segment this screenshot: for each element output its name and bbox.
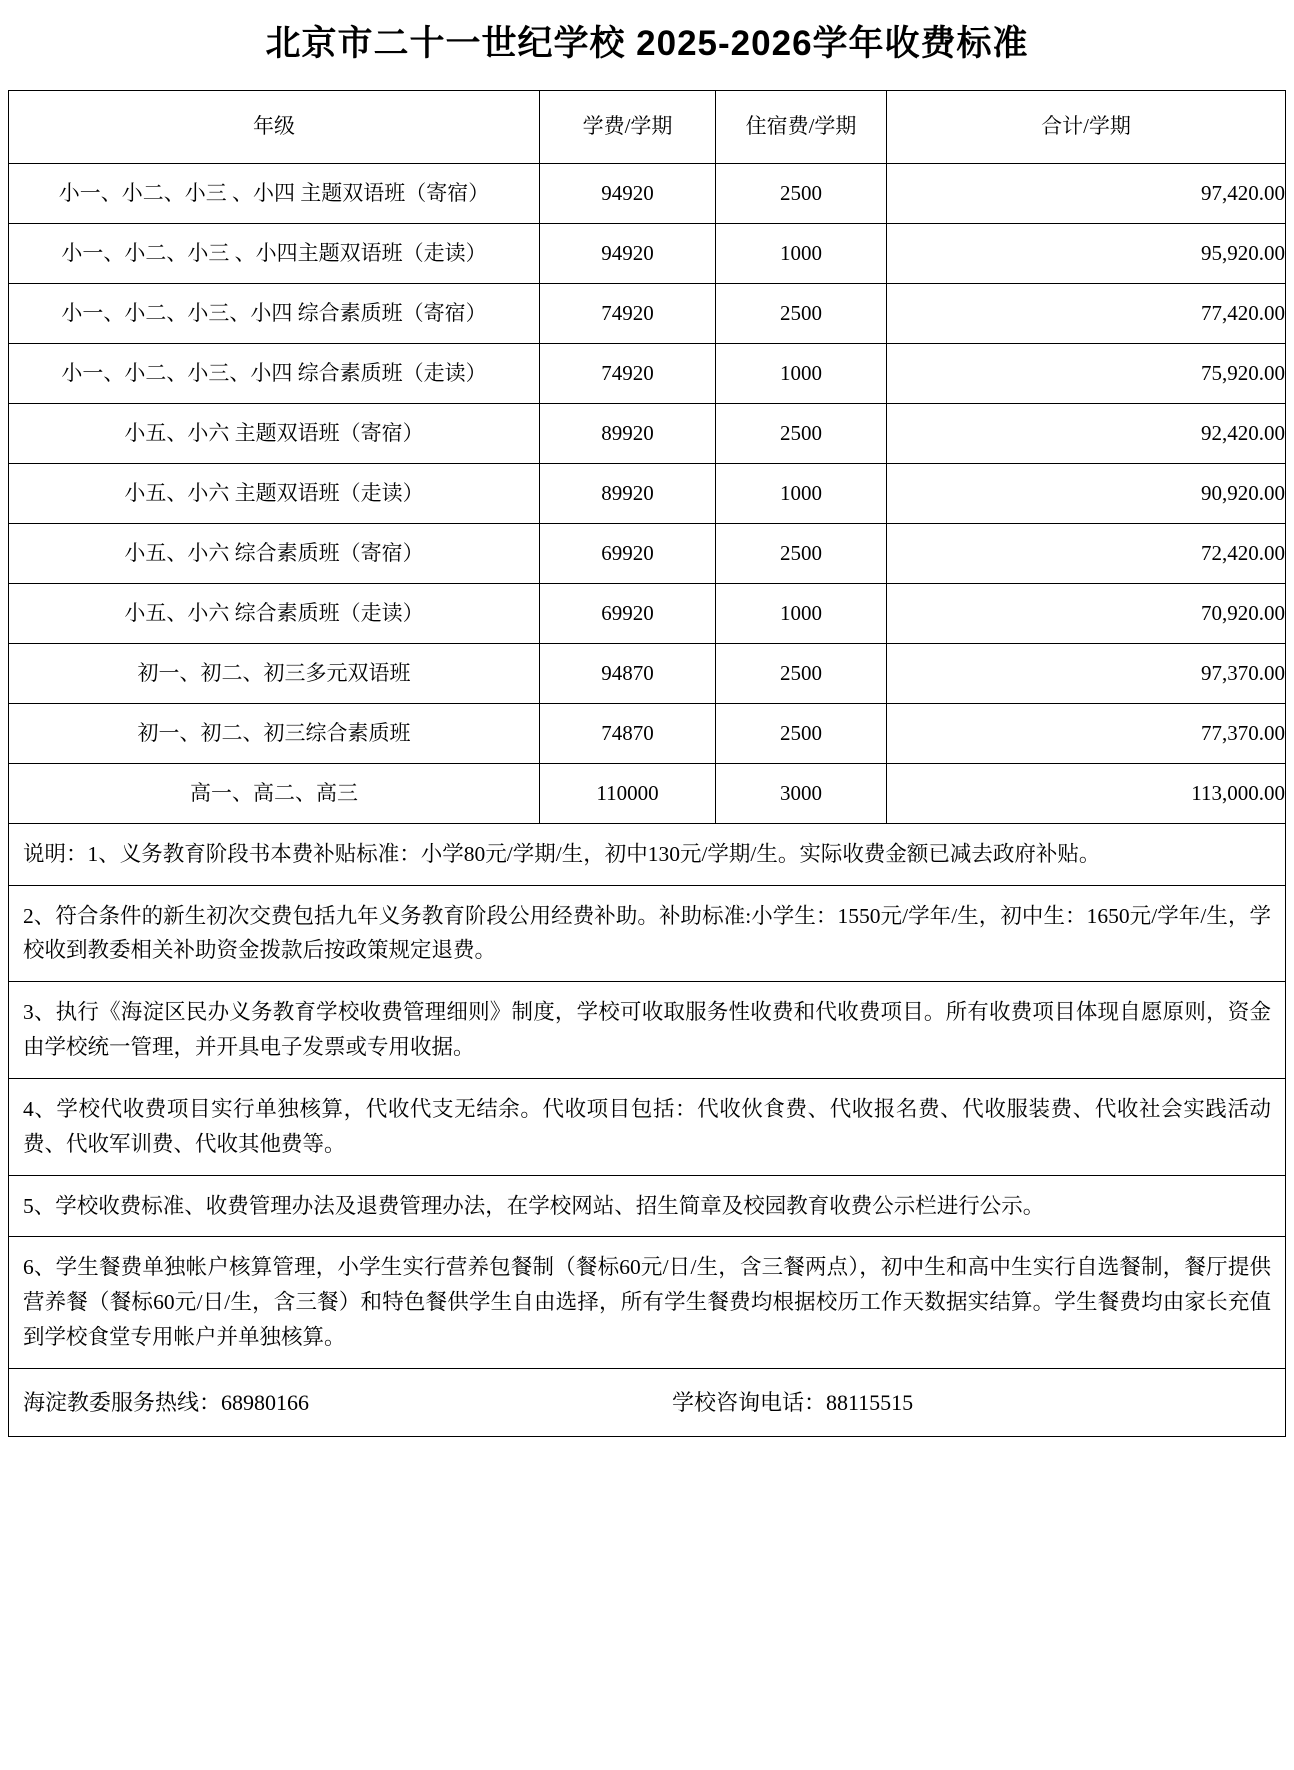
table-row xyxy=(9,583,1286,643)
table-row xyxy=(9,163,1286,223)
cell-tuition: 69920 xyxy=(540,523,716,583)
cell-boarding: 1000 xyxy=(716,343,887,403)
table-row xyxy=(9,463,1286,523)
cell-tuition: 69920 xyxy=(540,583,716,643)
table-row xyxy=(9,283,1286,343)
cell-grade: 小一、小二、小三、小四 综合素质班（寄宿） xyxy=(9,283,540,343)
cell-boarding: 2500 xyxy=(716,283,887,343)
column-header-total: 合计/学期 xyxy=(887,90,1286,163)
cell-boarding: 2500 xyxy=(716,703,887,763)
cell-boarding: 1000 xyxy=(716,583,887,643)
notes-table xyxy=(8,824,1286,1438)
cell-total: 92,420.00 xyxy=(887,403,1286,463)
note-row xyxy=(9,885,1286,982)
table-row xyxy=(9,703,1286,763)
note-item: 3、执行《海淀区民办义务教育学校收费管理细则》制度，学校可收取服务性收费和代收费项目。所有收费项目体现自愿原则，资金由学校统一管理，并开具电子发票或专用收据。 xyxy=(9,982,1286,1079)
cell-total: 95,920.00 xyxy=(887,223,1286,283)
cell-grade: 小一、小二、小三 、小四 主题双语班（寄宿） xyxy=(9,163,540,223)
cell-tuition: 94920 xyxy=(540,223,716,283)
note-item: 6、学生餐费单独帐户核算管理，小学生实行营养包餐制（餐标60元/日/生，含三餐两点），初中生和高中生实行自选餐制，餐厅提供营养餐（餐标60元/日/生，含三餐）和特色餐供学生自由选择，所有学生餐费均根据校历工作天数据实结算。学生餐费均由家长充值到学校食堂专用帐户并单独核算。 xyxy=(9,1237,1286,1368)
table-row xyxy=(9,343,1286,403)
cell-grade: 初一、初二、初三多元双语班 xyxy=(9,643,540,703)
table-row xyxy=(9,643,1286,703)
cell-total: 97,370.00 xyxy=(887,643,1286,703)
cell-boarding: 2500 xyxy=(716,523,887,583)
cell-grade: 高一、高二、高三 xyxy=(9,763,540,823)
cell-total: 77,370.00 xyxy=(887,703,1286,763)
school-phone: 学校咨询电话：88115515 xyxy=(671,1389,914,1415)
table-header-row xyxy=(9,90,1286,163)
cell-boarding: 3000 xyxy=(716,763,887,823)
cell-grade: 小一、小二、小三 、小四主题双语班（走读） xyxy=(9,223,540,283)
cell-total: 90,920.00 xyxy=(887,463,1286,523)
note-item: 5、学校收费标准、收费管理办法及退费管理办法，在学校网站、招生简章及校园教育收费公示栏进行公示。 xyxy=(9,1175,1286,1237)
cell-total: 75,920.00 xyxy=(887,343,1286,403)
column-header-boarding: 住宿费/学期 xyxy=(716,90,887,163)
cell-boarding: 2500 xyxy=(716,163,887,223)
cell-boarding: 2500 xyxy=(716,403,887,463)
cell-total: 113,000.00 xyxy=(887,763,1286,823)
fee-table xyxy=(8,90,1286,824)
note-row xyxy=(9,1237,1286,1368)
cell-tuition: 74870 xyxy=(540,703,716,763)
cell-grade: 小五、小六 主题双语班（走读） xyxy=(9,463,540,523)
column-header-tuition: 学费/学期 xyxy=(540,90,716,163)
note-item: 说明：1、义务教育阶段书本费补贴标准：小学80元/学期/生，初中130元/学期/生。实际收费金额已减去政府补贴。 xyxy=(9,824,1286,885)
note-item: 4、学校代收费项目实行单独核算，代收代支无结余。代收项目包括：代收伙食费、代收报名费、代收服装费、代收社会实践活动费、代收军训费、代收其他费等。 xyxy=(9,1078,1286,1175)
note-row xyxy=(9,1078,1286,1175)
cell-tuition: 94870 xyxy=(540,643,716,703)
cell-total: 70,920.00 xyxy=(887,583,1286,643)
cell-boarding: 2500 xyxy=(716,643,887,703)
cell-grade: 小五、小六 主题双语班（寄宿） xyxy=(9,403,540,463)
cell-grade: 初一、初二、初三综合素质班 xyxy=(9,703,540,763)
note-row xyxy=(9,1175,1286,1237)
cell-total: 72,420.00 xyxy=(887,523,1286,583)
cell-grade: 小一、小二、小三、小四 综合素质班（走读） xyxy=(9,343,540,403)
cell-tuition: 74920 xyxy=(540,283,716,343)
note-item: 2、符合条件的新生初次交费包括九年义务教育阶段公用经费补助。补助标准:小学生：1550元/学年/生，初中生：1650元/学年/生，学校收到教委相关补助资金拨款后按政策规定退费。 xyxy=(9,885,1286,982)
cell-boarding: 1000 xyxy=(716,463,887,523)
table-row xyxy=(9,523,1286,583)
table-row xyxy=(9,403,1286,463)
column-header-grade: 年级 xyxy=(9,90,540,163)
cell-boarding: 1000 xyxy=(716,223,887,283)
cell-tuition: 89920 xyxy=(540,463,716,523)
note-row xyxy=(9,982,1286,1079)
cell-tuition: 89920 xyxy=(540,403,716,463)
table-row xyxy=(9,223,1286,283)
cell-grade: 小五、小六 综合素质班（走读） xyxy=(9,583,540,643)
cell-total: 77,420.00 xyxy=(887,283,1286,343)
cell-tuition: 94920 xyxy=(540,163,716,223)
table-row xyxy=(9,763,1286,823)
cell-grade: 小五、小六 综合素质班（寄宿） xyxy=(9,523,540,583)
education-committee-hotline: 海淀教委服务热线：68980166 xyxy=(23,1389,310,1415)
cell-tuition: 74920 xyxy=(540,343,716,403)
cell-tuition: 110000 xyxy=(540,763,716,823)
note-row xyxy=(9,824,1286,885)
page-title: 北京市二十一世纪学校 2025-2026学年收费标准 xyxy=(265,24,1029,63)
cell-total: 97,420.00 xyxy=(887,163,1286,223)
contact-row xyxy=(9,1368,1286,1437)
